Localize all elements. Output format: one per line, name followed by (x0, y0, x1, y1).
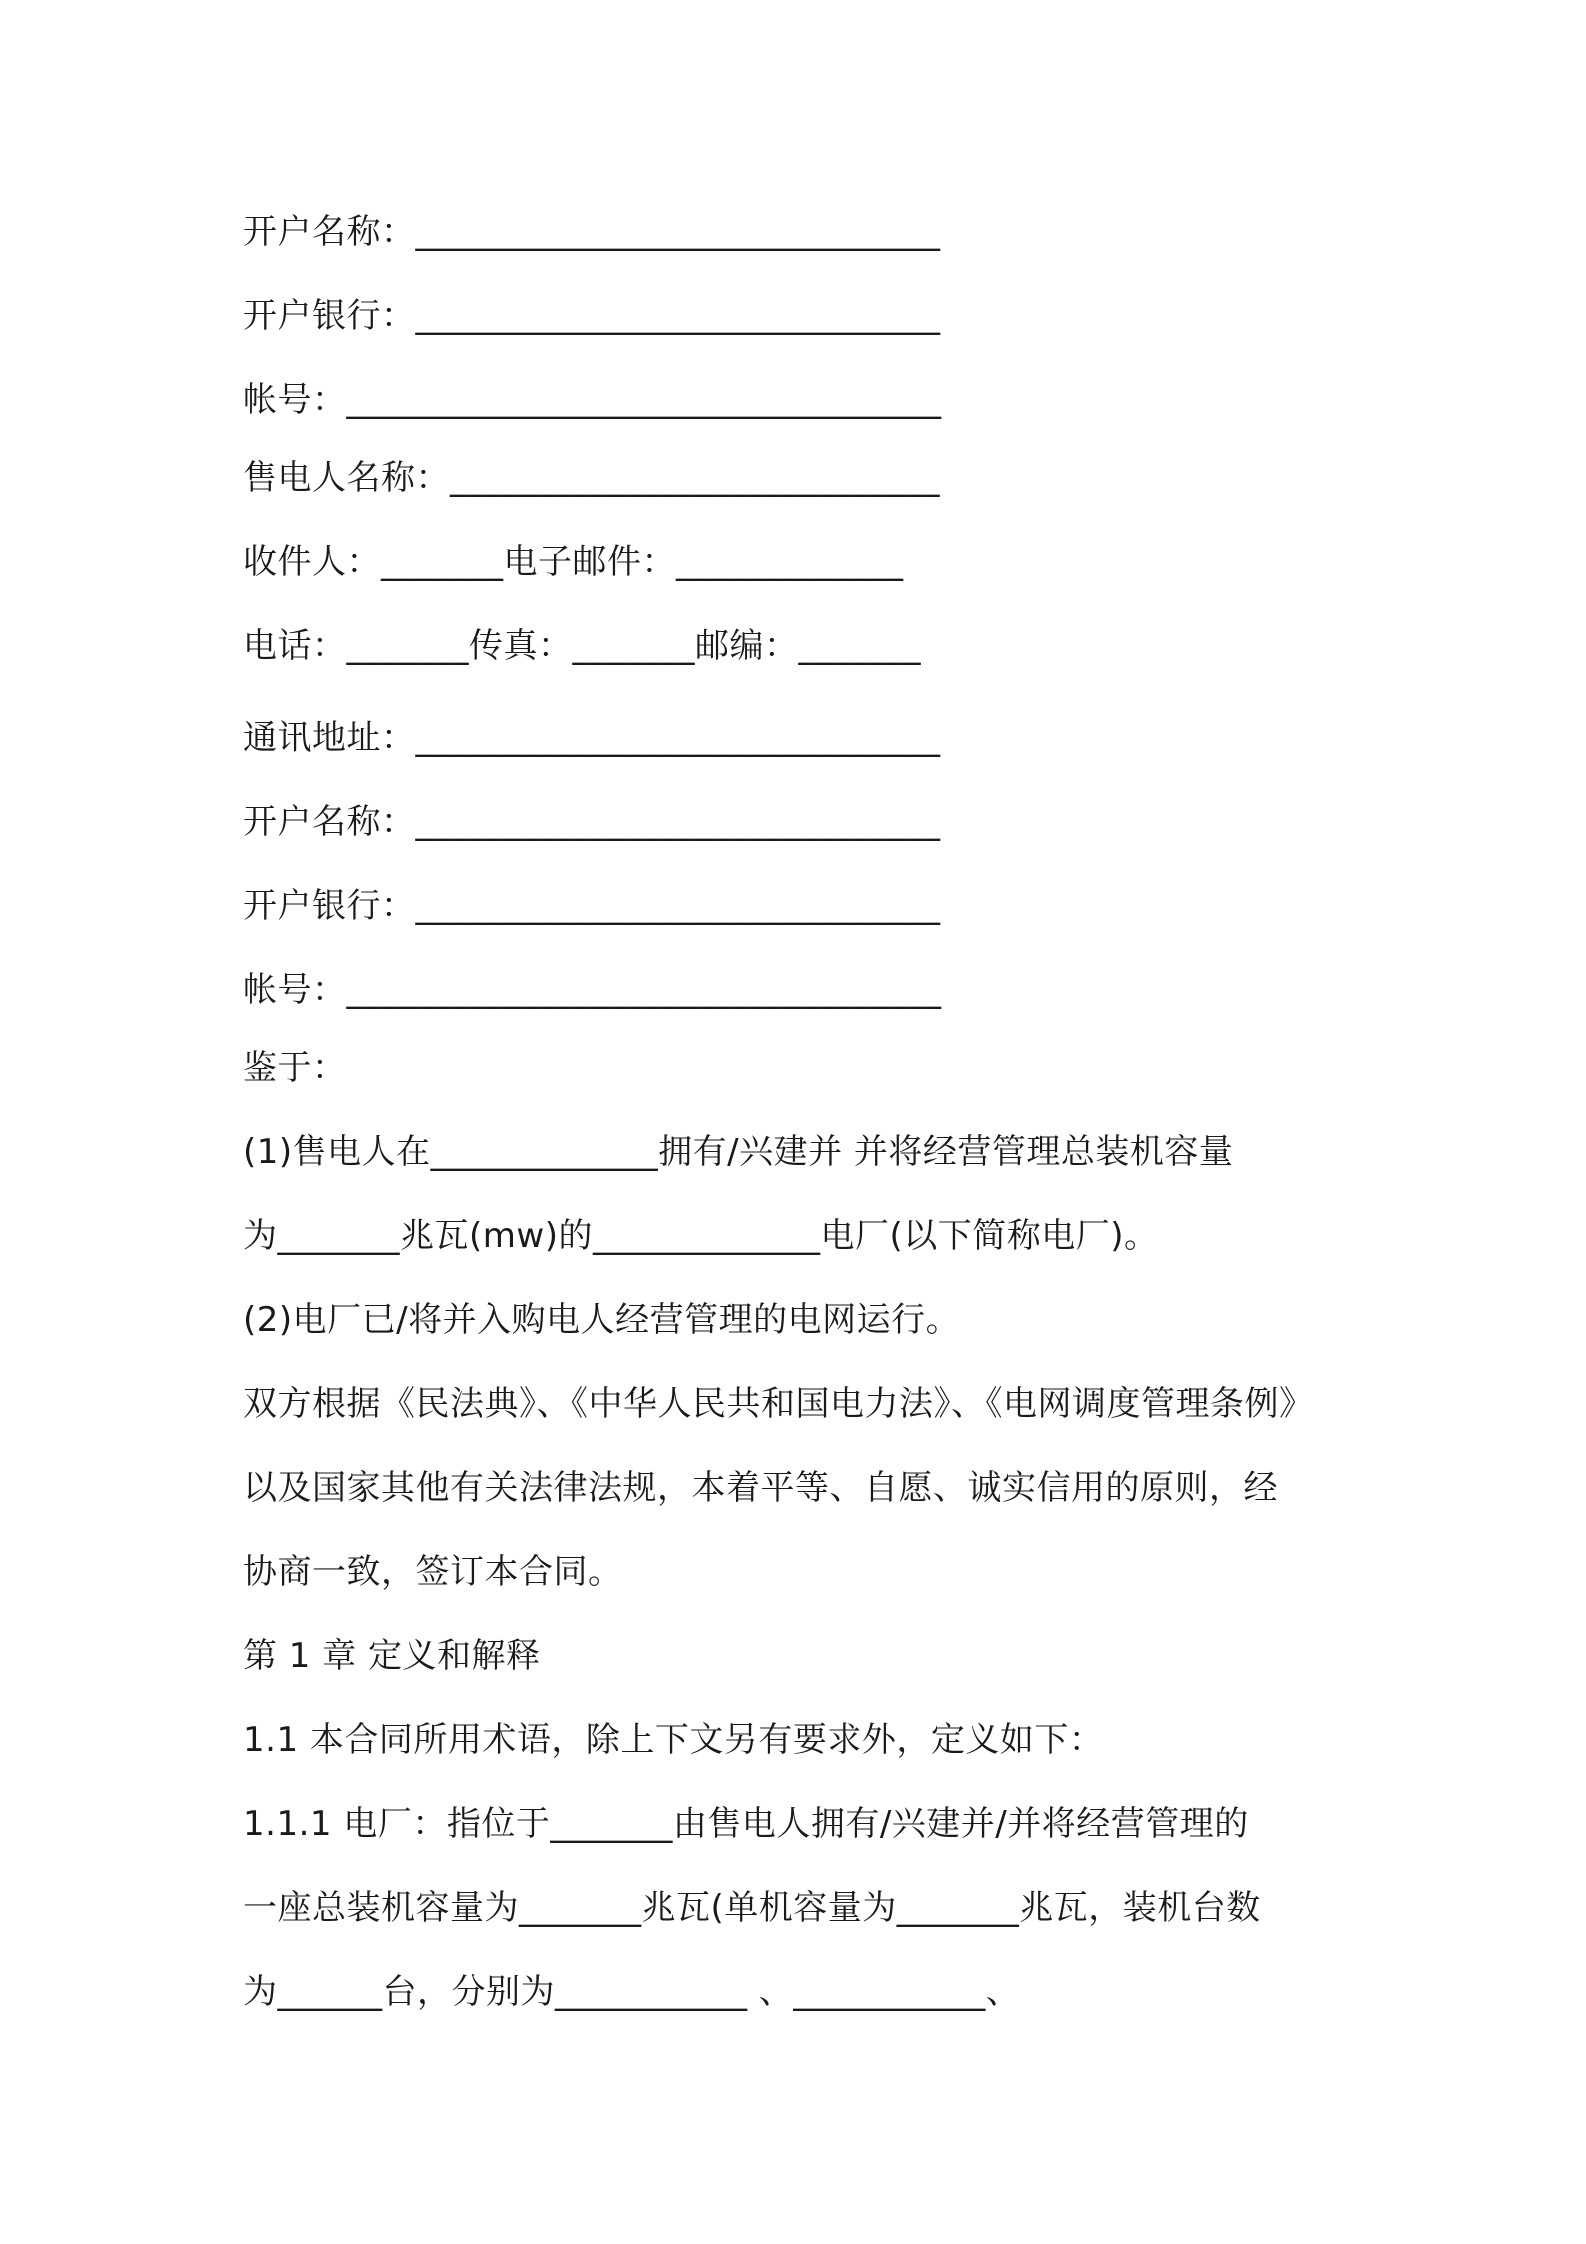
account-number-field-2: 帐号：__________________________________ (243, 970, 942, 1010)
clause-1-1: 1.1 本合同所用术语，除上下文另有要求外，定义如下： (243, 1720, 1104, 1760)
bank-field-1: 开户银行：______________________________ (243, 296, 941, 336)
recipient-email-field: 收件人：_______电子邮件：_____________ (243, 542, 904, 582)
address-field: 通讯地址：______________________________ (243, 718, 941, 758)
recital-1-line-2: 为_______兆瓦(mw)的_____________电厂(以下简称电厂)。 (243, 1216, 1159, 1256)
clause-1-1-1-line-3: 为______台，分别为___________ 、___________、 (243, 1972, 1021, 2012)
clause-1-1-1-line-1: 1.1.1 电厂：指位于_______由售电人拥有/兴建并/并将经营管理的 (243, 1804, 1249, 1844)
phone-fax-zip-field: 电话：_______传真：_______邮编：_______ (243, 626, 921, 666)
clause-1-1-1-line-2: 一座总装机容量为_______兆瓦(单机容量为_______兆瓦，装机台数 (243, 1888, 1261, 1928)
recital-2: (2)电厂已/将并入购电人经营管理的电网运行。 (243, 1300, 961, 1340)
bank-field-2: 开户银行：______________________________ (243, 886, 941, 926)
recitals-heading: 鉴于： (243, 1048, 347, 1088)
account-name-field-1: 开户名称：______________________________ (243, 212, 941, 252)
chapter-1-title: 第 1 章 定义和解释 (243, 1636, 541, 1676)
account-name-field-2: 开户名称：______________________________ (243, 802, 941, 842)
account-number-field-1: 帐号：__________________________________ (243, 380, 942, 420)
legal-basis-line-3: 协商一致，签订本合同。 (243, 1552, 623, 1592)
recital-1-line-1: (1)售电人在_____________拥有/兴建并 并将经营管理总装机容量 (243, 1132, 1234, 1172)
seller-name-field: 售电人名称：____________________________ (243, 458, 940, 498)
legal-basis-line-1: 双方根据《民法典》、《中华人民共和国电力法》、《电网调度管理条例》 (243, 1384, 1314, 1424)
legal-basis-line-2: 以及国家其他有关法律法规，本着平等、自愿、诚实信用的原则，经 (243, 1468, 1278, 1508)
